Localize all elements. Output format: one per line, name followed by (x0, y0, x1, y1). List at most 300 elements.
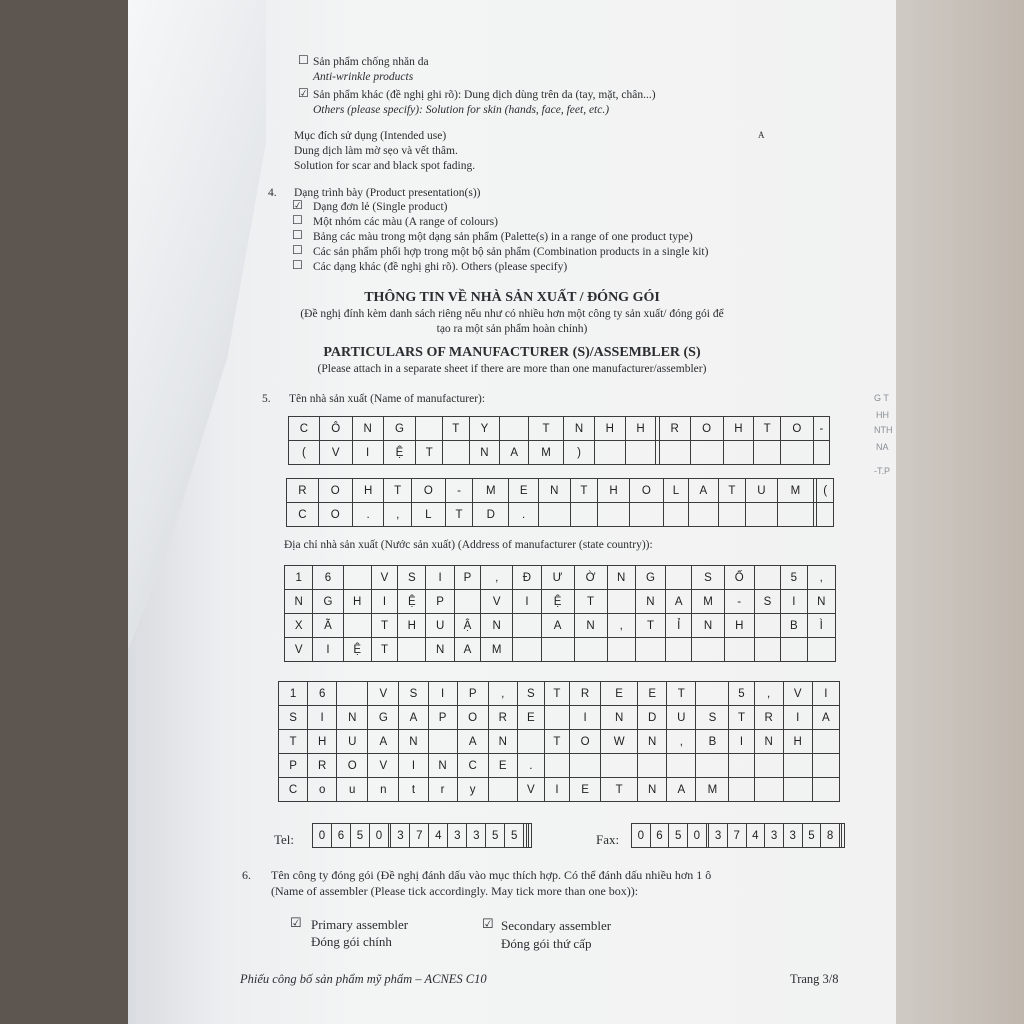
grid-cell[interactable]: 5 (729, 682, 754, 706)
grid-cell[interactable]: - (724, 590, 754, 614)
grid-cell[interactable]: T (601, 778, 638, 802)
grid-cell[interactable]: T (445, 503, 472, 527)
grid-cell[interactable]: O (457, 706, 488, 730)
grid-cell[interactable]: I (308, 706, 337, 730)
grid-row (287, 479, 834, 503)
grid-cell[interactable]: S (398, 566, 426, 590)
grid-cell[interactable]: , (754, 682, 783, 706)
grid-cell[interactable]: T (544, 682, 569, 706)
grid-cell[interactable] (812, 754, 839, 778)
grid-cell[interactable] (817, 503, 834, 527)
grid-cell[interactable]: M (481, 638, 513, 662)
grid-cell[interactable]: , (607, 614, 635, 638)
grid-cell[interactable]: T (729, 706, 754, 730)
grid-cell[interactable] (625, 441, 656, 465)
option-checkbox[interactable]: ☐ (292, 243, 303, 257)
manufacturer-name-vn-grid (288, 416, 830, 465)
grid-cell[interactable]: T (718, 479, 745, 503)
grid-cell[interactable]: 5 (781, 566, 807, 590)
grid-cell[interactable] (754, 638, 780, 662)
grid-cell[interactable]: Ậ (454, 614, 480, 638)
grid-cell[interactable]: Đ (513, 566, 541, 590)
grid-cell[interactable]: D (638, 706, 667, 730)
grid-cell[interactable]: Ố (724, 566, 754, 590)
grid-cell[interactable]: N (638, 730, 667, 754)
grid-cell[interactable]: L (663, 479, 688, 503)
grid-cell[interactable] (635, 638, 665, 662)
grid-cell[interactable]: A (368, 730, 399, 754)
grid-cell[interactable] (781, 638, 807, 662)
grid-cell[interactable]: P (426, 590, 454, 614)
grid-cell[interactable]: R (659, 417, 690, 441)
grid-cell[interactable] (659, 441, 690, 465)
grid-row (632, 824, 845, 848)
grid-cell[interactable] (517, 730, 544, 754)
grid-cell[interactable]: H (724, 614, 754, 638)
grid-cell[interactable]: u (337, 778, 368, 802)
grid-cell[interactable]: S (754, 590, 780, 614)
grid-cell[interactable]: 1 (279, 682, 308, 706)
grid-cell[interactable]: P (454, 566, 480, 590)
option-checkbox[interactable]: ☑ (292, 198, 303, 212)
grid-cell[interactable]: T (443, 417, 470, 441)
grid-cell[interactable]: T (754, 417, 781, 441)
grid-cell[interactable]: N (285, 590, 313, 614)
grid-cell[interactable]: R (569, 682, 600, 706)
grid-cell[interactable]: R (488, 706, 517, 730)
grid-cell[interactable]: I (352, 441, 383, 465)
option-checkbox[interactable]: ☐ (292, 258, 303, 272)
grid-cell[interactable]: S (692, 566, 724, 590)
grid-cell[interactable] (569, 754, 600, 778)
grid-cell[interactable]: t (399, 778, 428, 802)
grid-cell[interactable]: A (457, 730, 488, 754)
grid-cell[interactable]: Ệ (398, 590, 426, 614)
grid-cell[interactable] (666, 638, 692, 662)
phone-digit-cell[interactable]: 0 (313, 824, 332, 848)
phone-digit-cell[interactable]: 5 (505, 824, 524, 848)
grid-cell[interactable] (538, 503, 570, 527)
grid-cell[interactable] (607, 638, 635, 662)
grid-cell[interactable]: G (313, 590, 343, 614)
grid-cell[interactable] (541, 638, 574, 662)
grid-cell[interactable]: I (371, 590, 397, 614)
grid-cell[interactable] (729, 754, 754, 778)
phone-digit-cell[interactable]: 0 (688, 824, 707, 848)
grid-cell[interactable] (443, 441, 470, 465)
grid-cell[interactable]: T (416, 441, 443, 465)
option-label: Một nhóm các màu (A range of colours) (313, 216, 498, 228)
grid-cell[interactable] (780, 441, 813, 465)
grid-cell[interactable] (696, 754, 729, 778)
grid-cell[interactable]: B (696, 730, 729, 754)
grid-cell[interactable] (343, 614, 371, 638)
phone-digit-cell[interactable]: 0 (632, 824, 651, 848)
grid-cell[interactable]: I (313, 638, 343, 662)
grid-cell[interactable]: H (343, 590, 371, 614)
grid-cell[interactable]: E (569, 778, 600, 802)
grid-cell[interactable]: 6 (308, 682, 337, 706)
grid-cell[interactable]: G (635, 566, 665, 590)
grid-cell[interactable] (513, 614, 541, 638)
grid-cell[interactable]: N (635, 590, 665, 614)
phone-digit-cell[interactable]: 8 (821, 824, 840, 848)
grid-cell[interactable]: T (635, 614, 665, 638)
grid-row (285, 566, 836, 590)
note-manufacturer-en: (Please attach in a separate sheet if there are more than one manufacturer/assembler) (317, 363, 707, 375)
grid-cell[interactable]: I (428, 682, 457, 706)
grid-cell[interactable]: H (598, 479, 630, 503)
grid-cell[interactable]: P (279, 754, 308, 778)
phone-digit-cell[interactable] (529, 824, 532, 848)
grid-cell[interactable]: , (481, 566, 513, 590)
footer-form-title: Phiếu công bố sản phẩm mỹ phẩm – ACNES C10 (240, 972, 487, 986)
grid-cell[interactable]: H (625, 417, 656, 441)
grid-cell[interactable] (488, 778, 517, 802)
phone-digit-cell[interactable]: 5 (802, 824, 821, 848)
grid-cell[interactable] (746, 503, 778, 527)
grid-cell[interactable]: . (517, 754, 544, 778)
grid-cell[interactable]: M (529, 441, 564, 465)
grid-cell[interactable]: y (457, 778, 488, 802)
grid-cell[interactable]: H (594, 417, 625, 441)
grid-cell[interactable]: T (574, 590, 607, 614)
grid-cell[interactable]: D (473, 503, 509, 527)
grid-cell[interactable]: I (812, 682, 839, 706)
phone-digit-cell[interactable]: 3 (448, 824, 467, 848)
phone-digit-cell[interactable]: 3 (709, 824, 728, 848)
grid-cell[interactable]: ( (817, 479, 834, 503)
grid-cell[interactable]: S (696, 706, 729, 730)
grid-cell[interactable]: U (337, 730, 368, 754)
grid-cell[interactable]: A (812, 706, 839, 730)
grid-cell[interactable]: , (807, 566, 835, 590)
manufacturer-name-en-grid (286, 478, 834, 527)
phone-digit-cell[interactable]: 7 (727, 824, 746, 848)
grid-cell[interactable]: N (428, 754, 457, 778)
checkbox-others[interactable]: ☑ (298, 86, 309, 100)
grid-cell[interactable]: 1 (285, 566, 313, 590)
grid-cell[interactable]: I (729, 730, 754, 754)
phone-digit-cell[interactable]: 4 (429, 824, 448, 848)
grid-cell[interactable]: E (488, 754, 517, 778)
grid-cell[interactable]: E (517, 706, 544, 730)
grid-cell[interactable]: H (783, 730, 812, 754)
grid-cell[interactable]: O (569, 730, 600, 754)
grid-cell[interactable]: N (807, 590, 835, 614)
grid-row (285, 638, 836, 662)
grid-cell[interactable]: Y (469, 417, 500, 441)
grid-cell[interactable]: , (384, 503, 411, 527)
grid-cell[interactable]: N (426, 638, 454, 662)
heading-manufacturer-vn: THÔNG TIN VỀ NHÀ SẢN XUẤT / ĐÓNG GÓI (364, 290, 660, 305)
grid-cell[interactable]: P (457, 682, 488, 706)
phone-digit-cell[interactable]: 5 (669, 824, 688, 848)
grid-cell[interactable]: O (690, 417, 723, 441)
grid-row (279, 778, 840, 802)
grid-cell[interactable] (783, 778, 812, 802)
grid-cell[interactable] (663, 503, 688, 527)
option-checkbox[interactable]: ☐ (292, 213, 303, 227)
grid-cell[interactable]: E (638, 682, 667, 706)
grid-cell[interactable] (754, 614, 780, 638)
grid-cell[interactable] (729, 778, 754, 802)
grid-cell[interactable] (813, 441, 829, 465)
grid-cell[interactable]: A (689, 479, 719, 503)
grid-cell[interactable] (428, 730, 457, 754)
grid-cell[interactable]: I (781, 590, 807, 614)
margin-mark: G T (874, 393, 889, 403)
grid-cell[interactable]: V (517, 778, 544, 802)
grid-cell[interactable]: P (428, 706, 457, 730)
grid-cell[interactable] (513, 638, 541, 662)
grid-cell[interactable]: O (411, 479, 445, 503)
grid-cell[interactable]: o (308, 778, 337, 802)
grid-cell[interactable]: . (352, 503, 384, 527)
grid-cell[interactable]: T (544, 730, 569, 754)
checkbox-antiwrinkle[interactable]: ☐ (298, 53, 309, 67)
grid-cell[interactable]: O (780, 417, 813, 441)
grid-cell[interactable]: O (318, 503, 352, 527)
section5-number: 5. (262, 393, 271, 405)
grid-cell[interactable]: N (607, 566, 635, 590)
grid-cell[interactable]: S (399, 682, 428, 706)
grid-cell[interactable] (807, 638, 835, 662)
grid-cell[interactable]: Ệ (343, 638, 371, 662)
grid-cell[interactable]: E (601, 682, 638, 706)
grid-cell[interactable]: Ệ (541, 590, 574, 614)
grid-cell[interactable] (343, 566, 371, 590)
grid-cell[interactable]: N (488, 730, 517, 754)
grid-cell[interactable]: N (638, 778, 667, 802)
grid-cell[interactable]: T (384, 479, 411, 503)
grid-cell[interactable]: X (285, 614, 313, 638)
grid-cell[interactable] (398, 638, 426, 662)
grid-cell[interactable]: I (569, 706, 600, 730)
grid-cell[interactable] (601, 754, 638, 778)
phone-digit-cell[interactable]: 5 (486, 824, 505, 848)
grid-cell[interactable]: T (279, 730, 308, 754)
grid-cell[interactable] (666, 566, 692, 590)
grid-cell[interactable] (629, 503, 663, 527)
grid-cell[interactable] (574, 638, 607, 662)
stray-mark: A (758, 130, 765, 140)
grid-cell[interactable]: M (692, 590, 724, 614)
grid-cell[interactable]: N (754, 730, 783, 754)
grid-cell[interactable] (337, 682, 368, 706)
grid-cell[interactable]: r (428, 778, 457, 802)
grid-cell[interactable]: Ô (319, 417, 352, 441)
grid-cell[interactable]: Ì (807, 614, 835, 638)
grid-cell[interactable]: - (813, 417, 829, 441)
grid-cell[interactable] (783, 754, 812, 778)
secondary-assembler-vn: Đóng gói thứ cấp (501, 936, 592, 951)
phone-digit-cell[interactable]: 6 (331, 824, 350, 848)
grid-cell[interactable]: C (289, 417, 320, 441)
phone-digit-cell[interactable]: 3 (765, 824, 784, 848)
phone-digit-cell[interactable]: 0 (369, 824, 388, 848)
grid-cell[interactable]: U (746, 479, 778, 503)
grid-row (279, 706, 840, 730)
grid-cell[interactable]: I (399, 754, 428, 778)
grid-cell[interactable]: L (411, 503, 445, 527)
grid-cell[interactable]: H (352, 479, 384, 503)
grid-cell[interactable] (570, 503, 597, 527)
grid-cell[interactable]: W (601, 730, 638, 754)
grid-cell[interactable]: Ờ (574, 566, 607, 590)
phone-digit-cell[interactable]: 4 (746, 824, 765, 848)
grid-cell[interactable]: T (667, 682, 696, 706)
grid-cell[interactable] (692, 638, 724, 662)
grid-cell[interactable] (598, 503, 630, 527)
grid-cell[interactable]: M (473, 479, 509, 503)
grid-cell[interactable]: A (399, 706, 428, 730)
grid-cell[interactable]: I (426, 566, 454, 590)
grid-cell[interactable]: N (538, 479, 570, 503)
grid-cell[interactable]: ) (564, 441, 595, 465)
grid-cell[interactable]: Ư (541, 566, 574, 590)
phone-digit-cell[interactable] (842, 824, 845, 848)
grid-cell[interactable]: V (285, 638, 313, 662)
grid-cell[interactable]: R (308, 754, 337, 778)
grid-cell[interactable]: Ỉ (666, 614, 692, 638)
grid-cell[interactable]: N (469, 441, 500, 465)
option-label: Bảng các màu trong một dạng sản phẩm (Palette(s) in a range of one product type) (313, 231, 693, 243)
grid-cell[interactable]: B (781, 614, 807, 638)
grid-cell[interactable] (724, 638, 754, 662)
grid-cell[interactable]: G (383, 417, 416, 441)
grid-cell[interactable]: 6 (313, 566, 343, 590)
phone-digit-cell[interactable]: 3 (391, 824, 410, 848)
grid-cell[interactable]: M (777, 479, 813, 503)
grid-cell[interactable] (718, 503, 745, 527)
margin-mark: NA (876, 442, 889, 452)
option-checkbox[interactable]: ☐ (292, 228, 303, 242)
grid-cell[interactable]: M (696, 778, 729, 802)
grid-cell[interactable]: n (368, 778, 399, 802)
grid-cell[interactable]: T (529, 417, 564, 441)
item-antiwrinkle-en: Anti-wrinkle products (313, 71, 414, 83)
grid-cell[interactable]: O (337, 754, 368, 778)
grid-cell[interactable] (689, 503, 719, 527)
grid-cell[interactable]: A (667, 778, 696, 802)
grid-cell[interactable]: V (368, 754, 399, 778)
grid-cell[interactable]: V (481, 590, 513, 614)
grid-cell[interactable]: R (287, 479, 319, 503)
grid-cell[interactable]: N (564, 417, 595, 441)
grid-cell[interactable]: H (398, 614, 426, 638)
grid-cell[interactable]: T (371, 638, 397, 662)
grid-cell[interactable]: A (500, 441, 529, 465)
primary-assembler-checkbox[interactable]: ☑ (290, 915, 302, 930)
grid-cell[interactable]: T (570, 479, 597, 503)
grid-cell[interactable]: I (544, 778, 569, 802)
grid-cell[interactable]: E (509, 479, 539, 503)
grid-cell[interactable]: N (481, 614, 513, 638)
grid-cell[interactable]: N (574, 614, 607, 638)
secondary-assembler-checkbox[interactable]: ☑ (482, 916, 494, 931)
grid-cell[interactable] (696, 682, 729, 706)
grid-cell[interactable]: , (667, 730, 696, 754)
item-others-en: Others (please specify): Solution for skin (hands, face, feet, etc.) (313, 104, 610, 116)
grid-cell[interactable]: . (509, 503, 539, 527)
grid-cell[interactable]: - (445, 479, 472, 503)
grid-cell[interactable] (754, 778, 783, 802)
grid-cell[interactable]: N (692, 614, 724, 638)
grid-cell[interactable]: U (667, 706, 696, 730)
grid-cell[interactable]: O (318, 479, 352, 503)
grid-cell[interactable] (594, 441, 625, 465)
grid-cell[interactable] (723, 441, 754, 465)
phone-digit-cell[interactable]: 6 (650, 824, 669, 848)
grid-cell[interactable]: A (541, 614, 574, 638)
grid-cell[interactable] (607, 590, 635, 614)
grid-cell[interactable] (812, 778, 839, 802)
grid-cell[interactable] (500, 417, 529, 441)
grid-cell[interactable]: A (454, 638, 480, 662)
section6-line2: (Name of assembler (Please tick accordingly. May tick more than one box)): (271, 884, 639, 898)
grid-cell[interactable]: A (666, 590, 692, 614)
grid-cell[interactable]: S (517, 682, 544, 706)
grid-cell[interactable]: Ã (313, 614, 343, 638)
grid-cell[interactable]: I (783, 706, 812, 730)
grid-cell[interactable]: ( (289, 441, 320, 465)
grid-cell[interactable]: N (601, 706, 638, 730)
grid-cell[interactable]: C (457, 754, 488, 778)
grid-cell[interactable]: , (488, 682, 517, 706)
grid-cell[interactable]: N (337, 706, 368, 730)
grid-cell[interactable] (690, 441, 723, 465)
grid-cell[interactable] (416, 417, 443, 441)
grid-cell[interactable]: G (368, 706, 399, 730)
grid-cell[interactable] (667, 754, 696, 778)
grid-cell[interactable]: H (723, 417, 754, 441)
grid-cell[interactable] (454, 590, 480, 614)
grid-cell[interactable]: V (371, 566, 397, 590)
grid-cell[interactable]: Ệ (383, 441, 416, 465)
grid-cell[interactable]: N (399, 730, 428, 754)
grid-cell[interactable]: N (352, 417, 383, 441)
grid-cell[interactable]: S (279, 706, 308, 730)
grid-cell[interactable] (638, 754, 667, 778)
phone-digit-cell[interactable]: 5 (350, 824, 369, 848)
grid-cell[interactable]: T (371, 614, 397, 638)
grid-cell[interactable]: V (783, 682, 812, 706)
phone-digit-cell[interactable]: 7 (410, 824, 429, 848)
grid-cell[interactable] (754, 441, 781, 465)
option-label: Các sản phẩm phối hợp trong một bộ sản phẩm (Combination products in a single kit) (313, 246, 709, 258)
phone-digit-cell[interactable]: 3 (467, 824, 486, 848)
grid-cell[interactable] (754, 566, 780, 590)
grid-cell[interactable]: R (754, 706, 783, 730)
phone-digit-cell[interactable]: 3 (783, 824, 802, 848)
grid-cell[interactable]: V (368, 682, 399, 706)
grid-cell[interactable] (777, 503, 813, 527)
grid-cell[interactable]: H (308, 730, 337, 754)
grid-cell[interactable] (544, 754, 569, 778)
intended-use-vn: Dung dịch làm mờ sẹo và vết thâm. (294, 145, 458, 157)
grid-cell[interactable]: C (279, 778, 308, 802)
grid-cell[interactable] (754, 754, 783, 778)
grid-cell[interactable]: U (426, 614, 454, 638)
grid-cell[interactable] (812, 730, 839, 754)
grid-cell[interactable] (544, 706, 569, 730)
grid-cell[interactable]: C (287, 503, 319, 527)
item-antiwrinkle-vn: Sản phẩm chống nhăn da (313, 56, 429, 68)
grid-cell[interactable]: I (513, 590, 541, 614)
grid-cell[interactable]: O (629, 479, 663, 503)
grid-cell[interactable]: V (319, 441, 352, 465)
